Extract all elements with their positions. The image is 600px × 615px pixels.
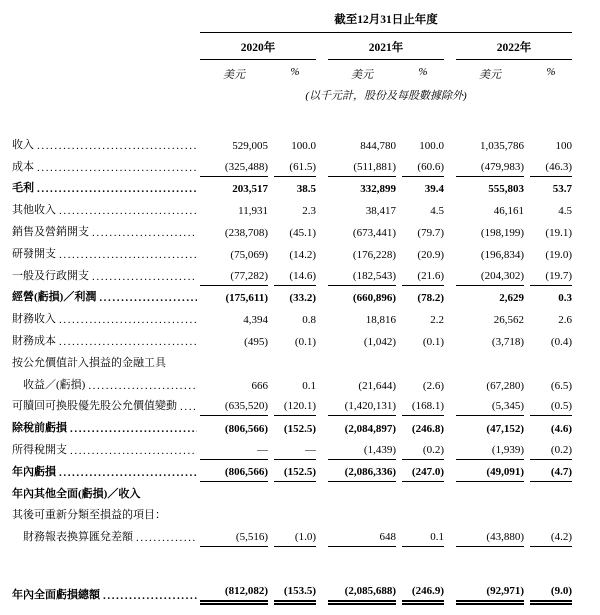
- cell-value: (78.2): [417, 292, 444, 305]
- unit-currency-2021: 美元: [351, 69, 373, 81]
- row-label: [12, 373, 200, 395]
- cell-value: (33.2): [289, 292, 316, 305]
- unit-header-row: [12, 60, 600, 82]
- row-label-text: 收益／(虧損): [23, 378, 86, 391]
- cell-value: (660,896): [352, 292, 396, 305]
- cell-value: (19.7): [530, 264, 572, 286]
- row-label-text: 收入: [12, 138, 34, 151]
- row-label-text: 可贖回可換股優先股公允價值變動: [12, 400, 177, 413]
- cell-value: (5,345): [456, 395, 524, 417]
- cell-value: 666: [251, 379, 268, 392]
- dot-leader: [59, 205, 197, 217]
- unit-percent-2022: %: [546, 66, 556, 78]
- cell-value: (246.8): [411, 423, 444, 436]
- row-label: [12, 242, 200, 264]
- units-note: (以千元計，股份及每股數據除外): [305, 90, 467, 102]
- cell-value: 38.5: [296, 183, 316, 196]
- cell-value: (14.6): [274, 264, 316, 286]
- cell-value: (495): [244, 335, 268, 348]
- cell-value: (49,091): [456, 460, 524, 482]
- row-label-text: 其他收入: [12, 204, 56, 217]
- cell-value: (2,086,336): [328, 460, 396, 482]
- period-header: 截至12月31日止年度: [200, 8, 572, 33]
- unit-currency-2020: 美元: [223, 69, 245, 81]
- row-label: [12, 307, 200, 329]
- cell-value: —: [274, 438, 316, 460]
- cell-value: (3,718): [491, 335, 524, 348]
- cell-value: (21,644): [358, 379, 396, 392]
- cell-value: (77,282): [200, 264, 268, 286]
- table-row: [12, 504, 600, 526]
- cell-value: (198,199): [480, 226, 524, 239]
- row-label-text: 研發開支: [12, 247, 56, 260]
- dot-leader: [99, 292, 197, 304]
- cell-value: (120.1): [274, 395, 316, 417]
- cell-value: 0.8: [302, 314, 316, 327]
- cell-value: (4.7): [530, 460, 572, 482]
- cell-value: 555,803: [488, 183, 524, 196]
- cell-value: (0.1): [294, 335, 316, 348]
- cell-value: 203,517: [232, 183, 268, 196]
- dot-leader: [180, 401, 197, 413]
- header-spacer: [12, 103, 600, 133]
- cell-value: (45.1): [289, 226, 316, 239]
- cell-value: (806,566): [224, 423, 268, 436]
- dot-leader: [59, 467, 197, 479]
- dot-leader: [92, 227, 197, 239]
- cell-value: (325,488): [200, 155, 268, 177]
- row-label: [12, 460, 200, 482]
- table-row: [12, 460, 600, 482]
- unit-percent-2020: %: [290, 66, 300, 78]
- row-label: [12, 438, 200, 460]
- cell-value: (14.2): [289, 248, 316, 261]
- cell-value: (635,520): [200, 395, 268, 417]
- cell-value: (0.1): [422, 335, 444, 348]
- cell-value: (1,042): [363, 335, 396, 348]
- cell-value: (176,228): [352, 248, 396, 261]
- cell-value: (0.4): [550, 335, 572, 348]
- cell-value: 18,816: [365, 314, 396, 327]
- dot-leader: [88, 380, 197, 392]
- table-row: [12, 416, 600, 438]
- dot-leader: [136, 532, 197, 544]
- row-label: [12, 416, 200, 438]
- cell-value: (479,983): [456, 155, 524, 177]
- cell-value: (9.0): [530, 583, 572, 605]
- table-row: [12, 583, 600, 605]
- row-label-text: 年內其他全面(虧損)／收入: [12, 487, 141, 500]
- cell-value: 38,417: [365, 205, 396, 218]
- cell-value: (1.0): [274, 525, 316, 547]
- row-label-text: 銷售及營銷開支: [12, 225, 89, 238]
- cell-value: 0.1: [302, 379, 316, 392]
- cell-value: (204,302): [456, 264, 524, 286]
- cell-value: (247.0): [402, 460, 444, 482]
- cell-value: (153.5): [274, 583, 316, 605]
- row-label: [12, 482, 200, 504]
- cell-value: (1,420,131): [328, 395, 396, 417]
- cell-value: (61.5): [274, 155, 316, 177]
- cell-value: (673,441): [352, 226, 396, 239]
- row-label-text: 除稅前虧損: [12, 422, 67, 435]
- cell-value: (0.2): [402, 438, 444, 460]
- table-row: [12, 155, 600, 177]
- cell-value: (196,834): [480, 248, 524, 261]
- row-label-text: 財務成本: [12, 334, 56, 347]
- year-header-2022: 2022年: [456, 39, 572, 60]
- row-label: [12, 220, 200, 242]
- cell-value: (6.5): [550, 379, 572, 392]
- row-label: [12, 329, 200, 351]
- cell-value: 1,035,786: [480, 139, 524, 152]
- cell-value: 4.5: [430, 205, 444, 218]
- row-label: [12, 395, 200, 417]
- cell-value: (47,152): [486, 423, 524, 436]
- year-header-2021: 2021年: [328, 39, 444, 60]
- cell-value: (92,971): [456, 583, 524, 605]
- cell-value: (2,085,688): [328, 583, 396, 605]
- row-label: [12, 525, 200, 547]
- cell-value: (4.2): [530, 525, 572, 547]
- table-row: [12, 264, 600, 286]
- unit-currency-2022: 美元: [479, 69, 501, 81]
- cell-value: (46.3): [530, 155, 572, 177]
- cell-value: (43,880): [456, 525, 524, 547]
- dot-leader: [70, 445, 197, 457]
- cell-value: 844,780: [360, 139, 396, 152]
- cell-value: (238,708): [224, 226, 268, 239]
- cell-value: (246.9): [402, 583, 444, 605]
- cell-value: (1,939): [456, 438, 524, 460]
- row-label-text: 年內虧損: [12, 465, 56, 478]
- cell-value: (0.5): [530, 395, 572, 417]
- row-label-text: 其後可重新分類至損益的項目：: [12, 509, 166, 522]
- row-label-text: 財務報表換算匯兌差額: [23, 531, 133, 544]
- cell-value: (182,543): [328, 264, 396, 286]
- dot-leader: [37, 162, 197, 174]
- row-label: [12, 504, 200, 526]
- row-label: [12, 155, 200, 177]
- row-label: [12, 198, 200, 220]
- cell-value: (812,082): [200, 583, 268, 605]
- cell-value: 2.6: [558, 314, 572, 327]
- dot-leader: [92, 271, 197, 283]
- row-label-text: 成本: [12, 160, 34, 173]
- row-label: [12, 264, 200, 286]
- cell-value: 39.4: [424, 183, 444, 196]
- cell-value: 100.0: [291, 139, 316, 152]
- dot-leader: [37, 140, 197, 152]
- table-row: [12, 329, 600, 351]
- table-row: [12, 220, 600, 242]
- table-row: [12, 482, 600, 504]
- row-label: [12, 177, 200, 199]
- row-label-text: 毛利: [12, 182, 34, 195]
- cell-value: 332,899: [360, 183, 396, 196]
- row-label-text: 一般及行政開支: [12, 269, 89, 282]
- row-label: [12, 133, 200, 155]
- cell-value: (1,439): [328, 438, 396, 460]
- table-body: [12, 133, 600, 605]
- cell-value: 11,931: [238, 205, 268, 218]
- cell-value: (19.0): [545, 248, 572, 261]
- table-row: [12, 286, 600, 308]
- year-header-row: [12, 33, 600, 60]
- cell-value: (4.6): [550, 423, 572, 436]
- row-label: [12, 286, 200, 308]
- year-header-2020: 2020年: [200, 39, 316, 60]
- cell-value: 2,629: [499, 292, 524, 305]
- table-row: [12, 177, 600, 199]
- cell-value: 100: [555, 139, 572, 152]
- dot-leader: [59, 336, 197, 348]
- dot-leader: [37, 183, 197, 195]
- cell-value: (5,516): [200, 525, 268, 547]
- cell-value: (152.5): [274, 460, 316, 482]
- cell-value: 648: [328, 525, 396, 547]
- dot-leader: [70, 423, 197, 435]
- cell-value: 4.5: [558, 205, 572, 218]
- cell-value: 46,161: [493, 205, 524, 218]
- dot-leader: [59, 314, 197, 326]
- cell-value: (75,069): [230, 248, 268, 261]
- units-note-row: [12, 82, 600, 103]
- cell-value: (20.9): [417, 248, 444, 261]
- row-label-text: 財務收入: [12, 313, 56, 326]
- table-row: [12, 198, 600, 220]
- row-label: [12, 583, 200, 605]
- cell-value: —: [200, 438, 268, 460]
- table-header: [12, 8, 600, 33]
- cell-value: 2.2: [430, 314, 444, 327]
- cell-value: (152.5): [283, 423, 316, 436]
- row-label-text: 年內全面虧損總額: [12, 588, 100, 601]
- cell-value: (21.6): [402, 264, 444, 286]
- row-label: [12, 351, 200, 373]
- table-row: [12, 395, 600, 417]
- table-row: [12, 373, 600, 395]
- cell-value: 2.3: [302, 205, 316, 218]
- cell-value: (79.7): [417, 226, 444, 239]
- cell-value: (2,084,897): [344, 423, 396, 436]
- cell-value: (511,881): [328, 155, 396, 177]
- row-label-text: 按公允價值計入損益的金融工具: [12, 356, 166, 369]
- cell-value: 529,005: [232, 139, 268, 152]
- table-row: [12, 242, 600, 264]
- table-row: [12, 438, 600, 460]
- unit-percent-2021: %: [418, 66, 428, 78]
- cell-value: (19.1): [545, 226, 572, 239]
- cell-value: 53.7: [552, 183, 572, 196]
- row-label-text: 經營(虧損)／利潤: [12, 291, 97, 304]
- table-row: [12, 351, 600, 373]
- cell-value: 100.0: [419, 139, 444, 152]
- cell-value: (806,566): [200, 460, 268, 482]
- cell-value: (175,611): [225, 292, 268, 305]
- cell-value: 26,562: [493, 314, 524, 327]
- cell-value: (67,280): [486, 379, 524, 392]
- cell-value: (60.6): [402, 155, 444, 177]
- cell-value: 0.3: [558, 292, 572, 305]
- cell-value: (168.1): [402, 395, 444, 417]
- table-row: [12, 525, 600, 547]
- dot-leader: [59, 249, 197, 261]
- cell-value: 4,394: [243, 314, 268, 327]
- cell-value: (0.2): [530, 438, 572, 460]
- cell-value: (2.6): [422, 379, 444, 392]
- dot-leader: [103, 590, 197, 602]
- cell-value: 0.1: [402, 525, 444, 547]
- row-label-text: 所得稅開支: [12, 443, 67, 456]
- table-row: [12, 307, 600, 329]
- table-row: [12, 133, 600, 155]
